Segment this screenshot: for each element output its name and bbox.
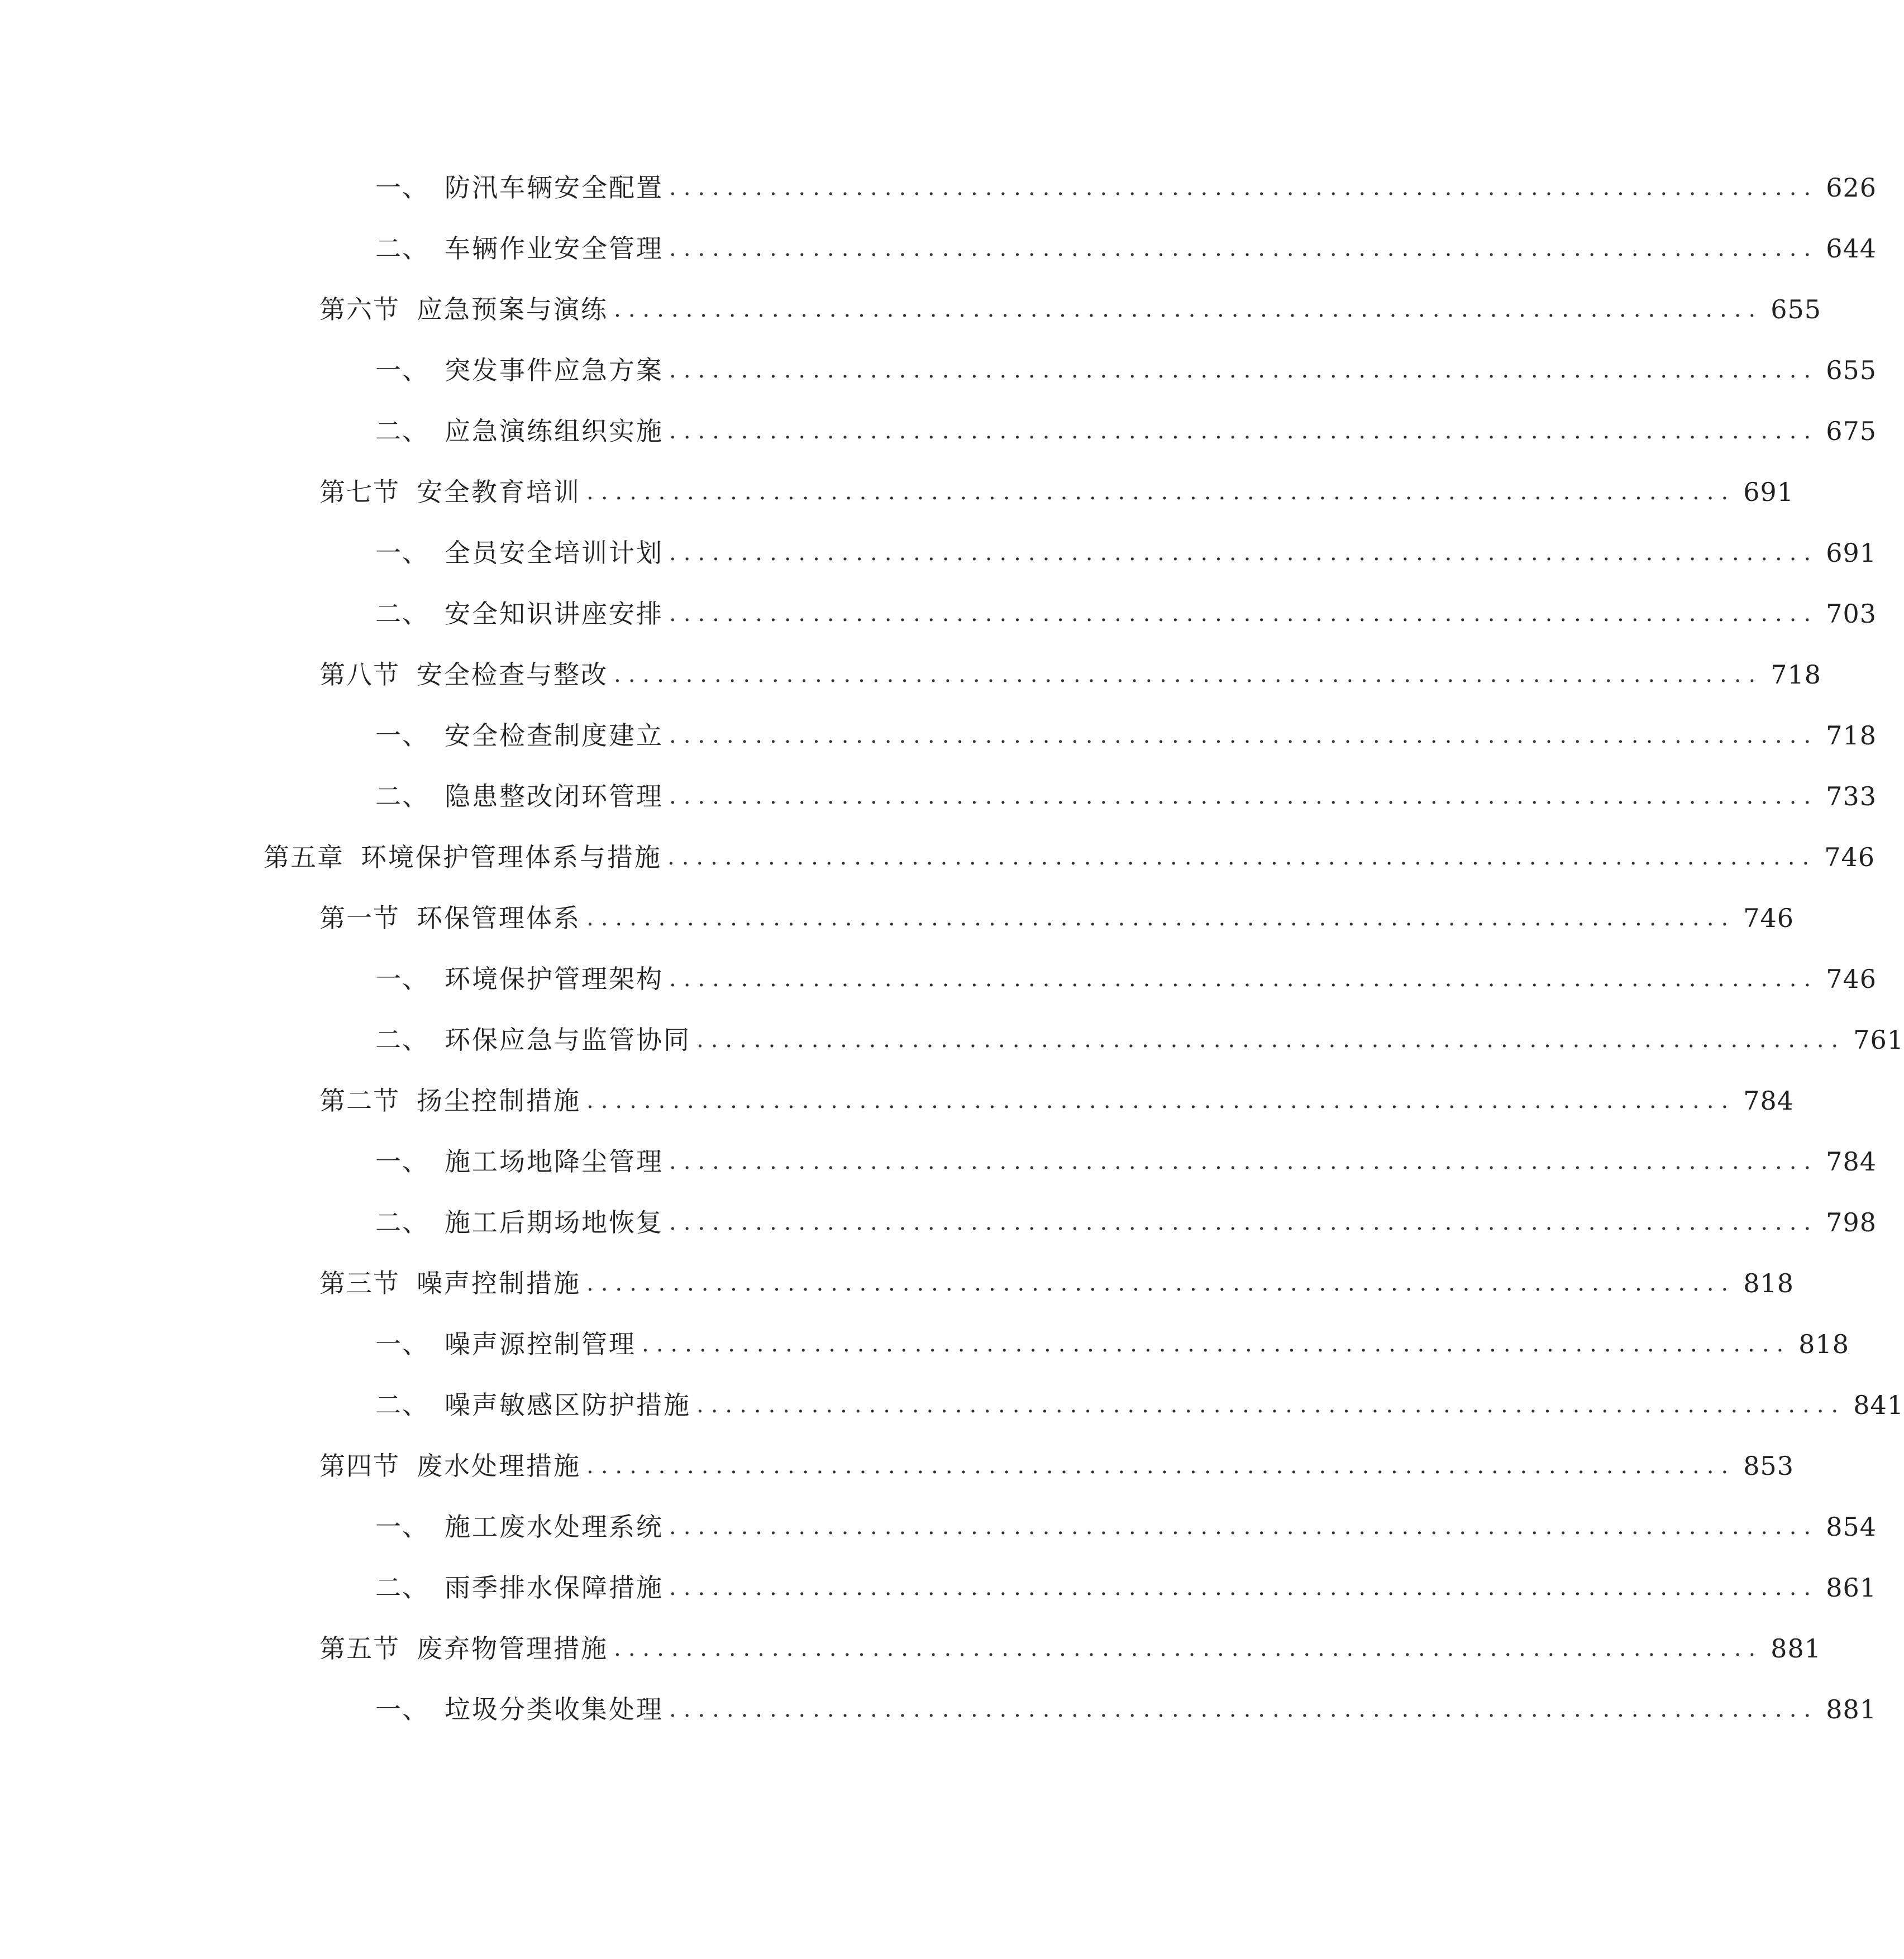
- toc-entry[interactable]: [0, 226, 1877, 271]
- toc-entry-page: 861: [1826, 1573, 1877, 1603]
- toc-entry-page: 761: [1853, 1025, 1904, 1055]
- dot-leader: ................................................................................: [614, 1636, 1763, 1661]
- toc-entry-page: 655: [1826, 355, 1877, 385]
- toc-entry[interactable]: [0, 470, 1794, 514]
- toc-entry[interactable]: [0, 1383, 1904, 1427]
- toc-entry[interactable]: [0, 531, 1877, 575]
- toc-entry[interactable]: [0, 287, 1821, 332]
- dot-leader: ................................................................................: [586, 1453, 1736, 1479]
- toc-entry-title: 安全知识讲座安排: [445, 599, 664, 629]
- toc-entry-title: 安全检查与整改: [417, 660, 608, 690]
- toc-entry-number: 二、: [375, 1025, 429, 1055]
- dot-leader: ................................................................................: [669, 540, 1819, 566]
- toc-entry-title: 噪声控制措施: [417, 1268, 581, 1298]
- dot-leader: ................................................................................: [642, 1331, 1791, 1357]
- toc-entry[interactable]: [0, 652, 1821, 697]
- toc-entry-page: 854: [1826, 1512, 1877, 1542]
- toc-entry-number: 二、: [375, 1573, 429, 1603]
- dot-leader: ................................................................................: [669, 357, 1819, 383]
- toc-entry-page: 881: [1771, 1633, 1821, 1664]
- dot-leader: ................................................................................: [669, 175, 1819, 200]
- toc-entry-page: 655: [1771, 294, 1821, 324]
- toc-entry-number: 一、: [375, 1329, 429, 1359]
- toc-entry-title: 环保管理体系: [417, 903, 581, 933]
- toc-entry-page: 746: [1743, 903, 1794, 933]
- toc-entry-number: 二、: [375, 599, 429, 629]
- toc-entry-title: 环保应急与监管协同: [445, 1025, 691, 1055]
- dot-leader: ................................................................................: [586, 905, 1736, 931]
- toc-entry-title: 突发事件应急方案: [445, 355, 664, 385]
- toc-entry-number: 第七节: [319, 477, 400, 507]
- toc-entry[interactable]: [0, 409, 1877, 453]
- toc-entry-title: 施工场地降尘管理: [445, 1146, 664, 1177]
- toc-entry-page: 718: [1826, 720, 1877, 751]
- toc-entry[interactable]: [0, 1139, 1877, 1184]
- dot-leader: ................................................................................: [696, 1027, 1846, 1053]
- toc-entry[interactable]: [0, 1626, 1821, 1671]
- dot-leader: ................................................................................: [669, 966, 1819, 992]
- toc-entry-title: 废弃物管理措施: [417, 1633, 608, 1664]
- toc-entry-title: 施工后期场地恢复: [445, 1207, 664, 1237]
- toc-entry[interactable]: [0, 774, 1877, 819]
- toc-entry-number: 一、: [375, 538, 429, 568]
- dot-leader: ................................................................................: [667, 844, 1817, 870]
- toc-entry[interactable]: [0, 1200, 1877, 1245]
- toc-entry-page: 644: [1826, 233, 1877, 264]
- toc-entry-page: 798: [1826, 1207, 1877, 1237]
- toc-entry-number: 第一节: [319, 903, 400, 933]
- toc-entry-number: 二、: [375, 1390, 429, 1420]
- toc-entry-page: 733: [1826, 781, 1877, 811]
- dot-leader: ................................................................................: [669, 601, 1819, 627]
- dot-leader: ................................................................................: [669, 723, 1819, 748]
- toc-entry-number: 一、: [375, 355, 429, 385]
- toc-entry-title: 防汛车辆安全配置: [445, 173, 664, 203]
- toc-entry-page: 881: [1826, 1694, 1877, 1724]
- toc-entry-title: 废水处理措施: [417, 1451, 581, 1481]
- toc-entry[interactable]: [0, 1261, 1794, 1306]
- toc-entry-number: 一、: [375, 1146, 429, 1177]
- toc-entry-title: 垃圾分类收集处理: [445, 1694, 664, 1724]
- toc-entry[interactable]: [0, 1322, 1849, 1366]
- toc-entry-title: 车辆作业安全管理: [445, 233, 664, 264]
- toc-entry-title: 安全检查制度建立: [445, 720, 664, 751]
- toc-entry[interactable]: [0, 1504, 1877, 1549]
- toc-entry-number: 二、: [375, 1207, 429, 1237]
- toc-entry-page: 718: [1771, 660, 1821, 690]
- toc-entry-page: 818: [1798, 1329, 1849, 1359]
- dot-leader: ................................................................................: [669, 1697, 1819, 1722]
- toc-entry[interactable]: [0, 713, 1877, 758]
- toc-entry-title: 噪声敏感区防护措施: [445, 1390, 691, 1420]
- toc-entry-number: 一、: [375, 964, 429, 994]
- dot-leader: ................................................................................: [669, 1575, 1819, 1600]
- toc-entry-title: 雨季排水保障措施: [445, 1573, 664, 1603]
- toc-entry-number: 第二节: [319, 1086, 400, 1116]
- dot-leader: ................................................................................: [669, 783, 1819, 809]
- toc-entry-page: 691: [1743, 477, 1794, 507]
- dot-leader: ................................................................................: [669, 236, 1819, 261]
- toc-entry[interactable]: [0, 1444, 1794, 1488]
- toc-entry-number: 第五章: [264, 842, 344, 872]
- toc-entry[interactable]: [0, 957, 1877, 1001]
- toc-entry-title: 扬尘控制措施: [417, 1086, 581, 1116]
- toc-entry-number: 一、: [375, 1694, 429, 1724]
- dot-leader: ................................................................................: [586, 1270, 1736, 1296]
- toc-entry-page: 746: [1824, 842, 1875, 872]
- toc-entry[interactable]: [0, 1017, 1904, 1062]
- dot-leader: ................................................................................: [669, 1149, 1819, 1174]
- toc-entry-number: 二、: [375, 233, 429, 264]
- toc-entry-page: 784: [1826, 1146, 1877, 1177]
- toc-entry-title: 安全教育培训: [417, 477, 581, 507]
- toc-entry-page: 675: [1826, 416, 1877, 446]
- toc-entry[interactable]: [0, 896, 1794, 940]
- toc-entry-title: 环境保护管理体系与措施: [361, 842, 662, 872]
- toc-entry[interactable]: [0, 1565, 1877, 1610]
- toc-entry-title: 全员安全培训计划: [445, 538, 664, 568]
- toc-entry-number: 第四节: [319, 1451, 400, 1481]
- dot-leader: ................................................................................: [614, 662, 1763, 687]
- toc-entry-title: 环境保护管理架构: [445, 964, 664, 994]
- dot-leader: ................................................................................: [669, 1514, 1819, 1540]
- toc-entry-title: 隐患整改闭环管理: [445, 781, 664, 811]
- toc-entry-number: 第三节: [319, 1268, 400, 1298]
- toc-entry-number: 一、: [375, 720, 429, 751]
- toc-entry-page: 853: [1743, 1451, 1794, 1481]
- toc-entry-number: 第六节: [319, 294, 400, 324]
- toc-entry-number: 一、: [375, 1512, 429, 1542]
- toc-entry-page: 691: [1826, 538, 1877, 568]
- toc-entry-page: 703: [1826, 599, 1877, 629]
- toc-entry[interactable]: [0, 835, 1875, 880]
- toc-entry[interactable]: [0, 165, 1877, 210]
- toc-entry-page: 841: [1853, 1390, 1904, 1420]
- toc-entry-title: 施工废水处理系统: [445, 1512, 664, 1542]
- toc-entry-number: 第八节: [319, 660, 400, 690]
- toc-entry-number: 一、: [375, 173, 429, 203]
- dot-leader: ................................................................................: [586, 479, 1736, 505]
- toc-entry-title: 应急演练组织实施: [445, 416, 664, 446]
- toc-entry-page: 784: [1743, 1086, 1794, 1116]
- toc-entry-title: 应急预案与演练: [417, 294, 608, 324]
- dot-leader: ................................................................................: [669, 1210, 1819, 1235]
- toc-entry-page: 626: [1826, 173, 1877, 203]
- dot-leader: ................................................................................: [669, 418, 1819, 444]
- dot-leader: ................................................................................: [696, 1392, 1846, 1418]
- toc-entry[interactable]: [0, 1078, 1794, 1123]
- toc-entry-page: 818: [1743, 1268, 1794, 1298]
- toc-entry-number: 第五节: [319, 1633, 400, 1664]
- toc-entry[interactable]: [0, 348, 1877, 393]
- dot-leader: ................................................................................: [586, 1088, 1736, 1114]
- toc-entry-title: 噪声源控制管理: [445, 1329, 636, 1359]
- toc-entry-page: 746: [1826, 964, 1877, 994]
- toc-entry[interactable]: [0, 1687, 1877, 1732]
- toc-entry-number: 二、: [375, 416, 429, 446]
- toc-entry[interactable]: [0, 591, 1877, 636]
- dot-leader: ................................................................................: [614, 297, 1763, 322]
- toc-entry-number: 二、: [375, 781, 429, 811]
